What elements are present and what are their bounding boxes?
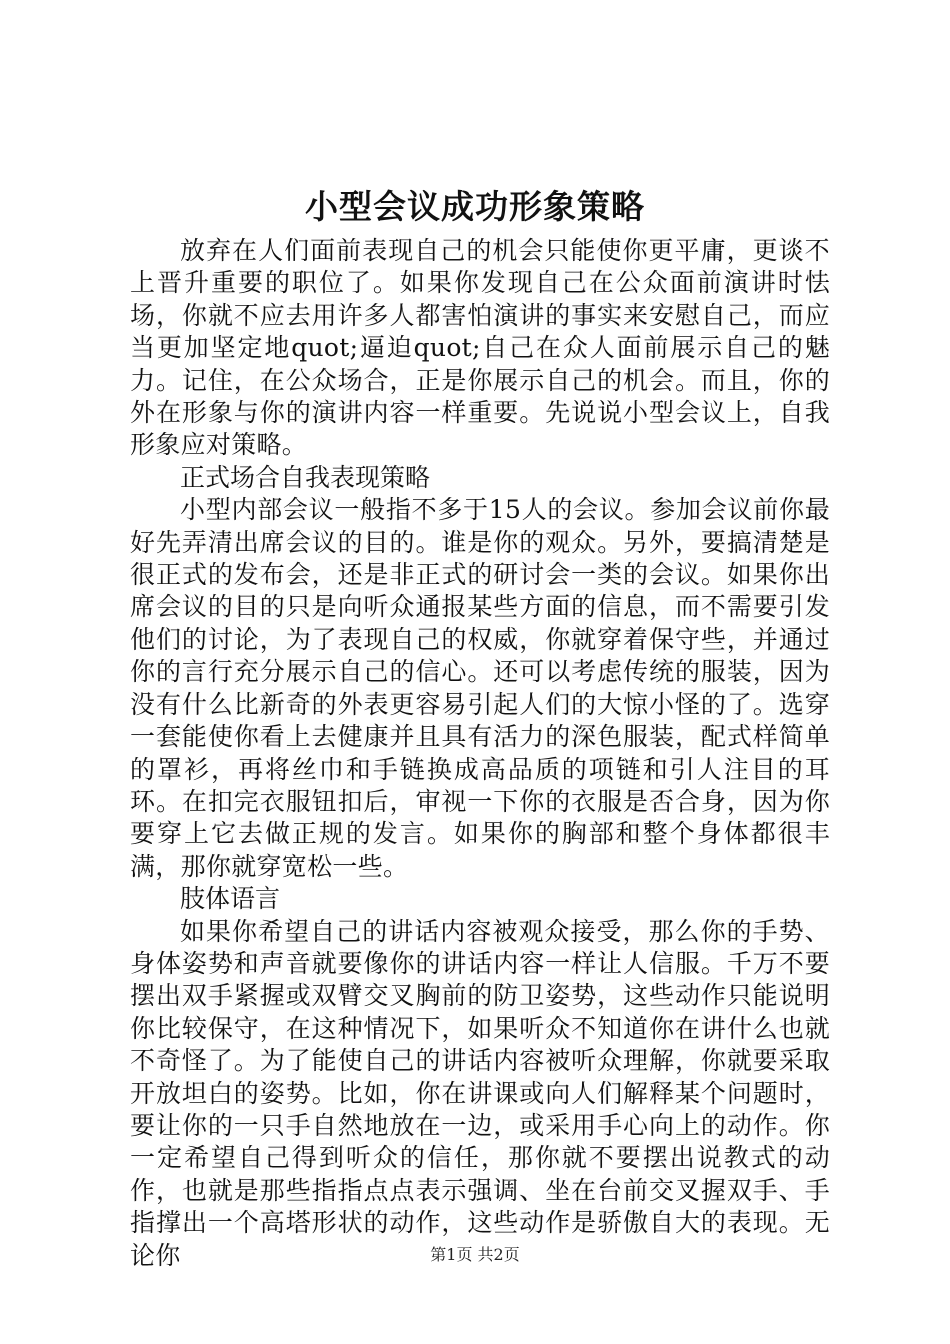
section-heading-body-language: 肢体语言	[180, 884, 281, 914]
paragraph-body-language: 如果你希望自己的讲话内容被观众接受，那么你的手势、身体姿势和声音就要像你的讲话内容一样让人信服。千万不要摆出双手紧握或双臂交叉胸前的防卫姿势，这些动作只能说明你比较保守，在这种情况下，如果听众不知道你在讲什么也就不奇怪了。为了能使自己的讲话内容被听众理解，你就要采取开放坦白的姿势。比如，你在讲课或向人们解释某个问题时，要让你的一只手自然地放在一边，或采用手心向上的动作。你一定希望自己得到听众的信任，那你就不要摆出说教式的动作，也就是那些指指点点表示强调、坐在台前交叉握双手、手指撑出一个高塔形状的动作，这些动作是骄傲自大的表现。无论你	[130, 916, 830, 1270]
document-body	[130, 235, 830, 1272]
paragraph-intro: 放弃在人们面前表现自己的机会只能使你更平庸，更谈不上晋升重要的职位了。如果你发现自己在公众面前演讲时怯场，你就不应去用许多人都害怕演讲的事实来安慰自己，而应当更加坚定地quot;逼迫quot;自己在众人面前展示自己的魅力。记住，在公众场合，正是你展示自己的机会。而且，你的外在形象与你的演讲内容一样重要。先说说小型会议上，自我形象应对策略。	[130, 236, 830, 460]
page-number: 第1页 共2页	[430, 1245, 520, 1264]
paragraph-formal-strategy: 小型内部会议一般指不多于15人的会议。参加会议前你最好先弄清出席会议的目的。谁是你的观众。另外，要搞清楚是很正式的发布会，还是非正式的研讨会一类的会议。如果你出席会议的目的只是向听众通报某些方面的信息，而不需要引发他们的讨论，为了表现自己的权威，你就穿着保守些，并通过你的言行充分展示自己的信心。还可以考虑传统的服装，因为没有什么比新奇的外表更容易引起人们的大惊小怪的了。选穿一套能使你看上去健康并且具有活力的深色服装，配式样简单的罩衫，再将丝巾和手链换成高品质的项链和引人注目的耳环。在扣完衣服钮扣后，审视一下你的衣服是否合身，因为你要穿上它去做正规的发言。如果你的胸部和整个身体都很丰满，那你就穿宽松一些。	[130, 495, 830, 881]
document-title: 小型会议成功形象策略	[305, 187, 645, 226]
section-heading-formal-strategy: 正式场合自我表现策略	[180, 462, 431, 492]
